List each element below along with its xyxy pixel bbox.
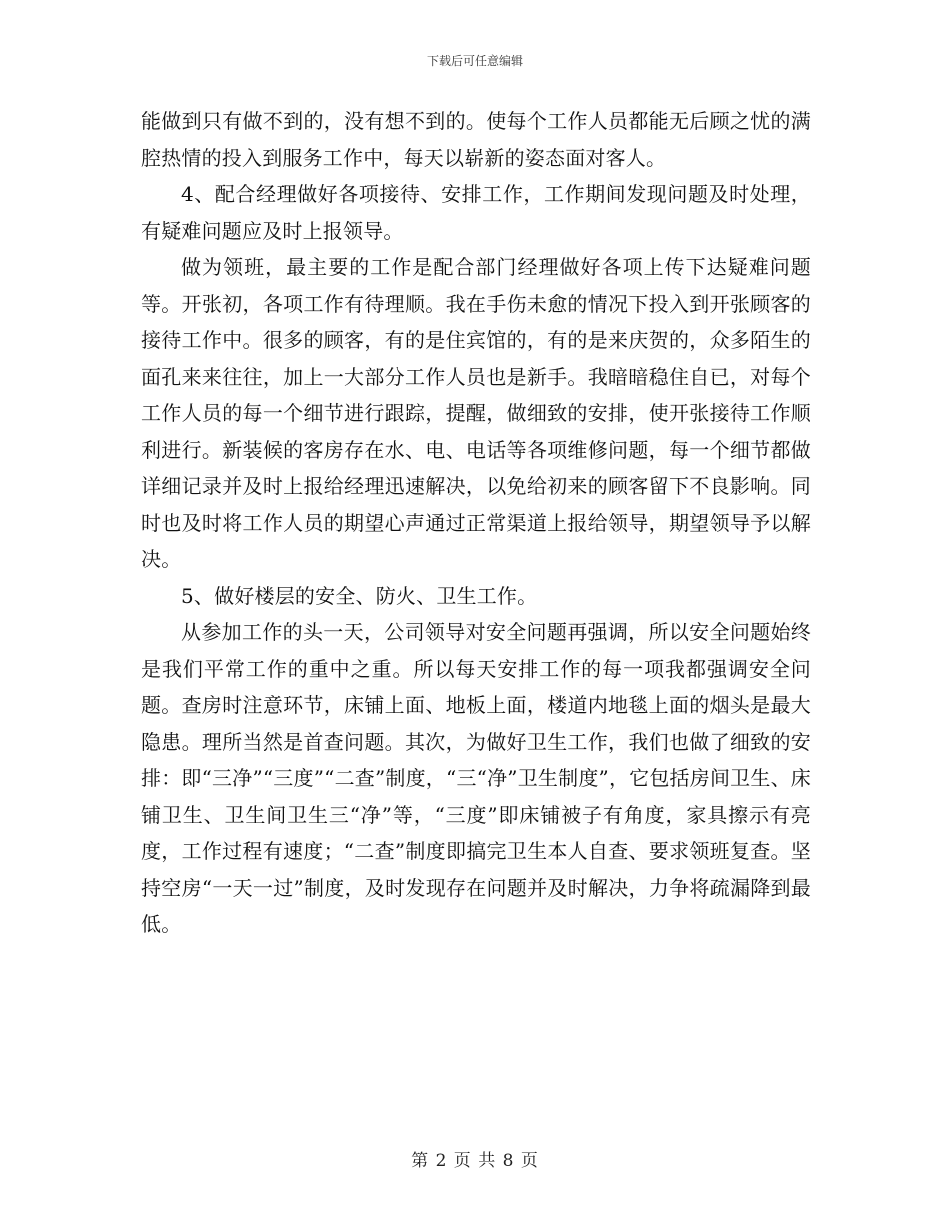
paragraph-3: 做为领班，最主要的工作是配合部门经理做好各项上传下达疑难问题等。开张初，各项工作有待理顺。我在手伤未愈的情况下投入到开张顾客的接待工作中。很多的顾客，有的是住宾馆的，有的是来庆贺的，众多陌生的面孔来来往往，加上一大部分工作人员也是新手。我暗暗稳住自已，对每个工作人员的每一个细节进行跟踪，提醒，做细致的安排，使开张接待工作顺利进行。新装候的客房存在水、电、电话等各项维修问题，每一个细节都做详细记录并及时上报给经理迅速解决，以免给初来的顾客留下不良影响。同时也及时将工作人员的期望心声通过正常渠道上报给领导，期望领导予以解决。 [141,255,811,571]
paragraph-4: 5、做好楼层的安全、防火、卫生工作。 [181,583,538,608]
page-number: 第 2 页 共 8 页 [411,1151,539,1171]
paragraph-5: 从参加工作的头一天，公司领导对安全问题再强调，所以安全问题始终是我们平常工作的重中之重。所以每天安排工作的每一项我都强调安全问题。查房时注意环节，床铺上面、地板上面，楼道内地毯上面的烟头是最大隐患。理所当然是首查问题。其次，为做好卫生工作，我们也做了细致的安排：即“三净”“三度”“二查”制度，“三“净”卫生制度”，它包括房间卫生、床铺卫生、卫生间卫生三“净”等，“三度”即床铺被子有角度，家具擦示有亮度，工作过程有速度；“二查”制度即搞完卫生本人自查、要求领班复查。坚持空房“一天一过”制度，及时发现存在问题并及时解决，力争将疏漏降到最低。 [141,620,811,936]
paragraph-2: 4、配合经理做好各项接待、安排工作，工作期间发现问题及时处理，有疑难问题应及时上报领导。 [141,182,811,243]
paragraph-1: 能做到只有做不到的，没有想不到的。使每个工作人员都能无后顾之忧的满腔热情的投入到服务工作中，每天以崭新的姿态面对客人。 [141,109,811,170]
page-header-note: 下载后可任意编辑 [426,54,523,68]
document-body [141,103,811,943]
